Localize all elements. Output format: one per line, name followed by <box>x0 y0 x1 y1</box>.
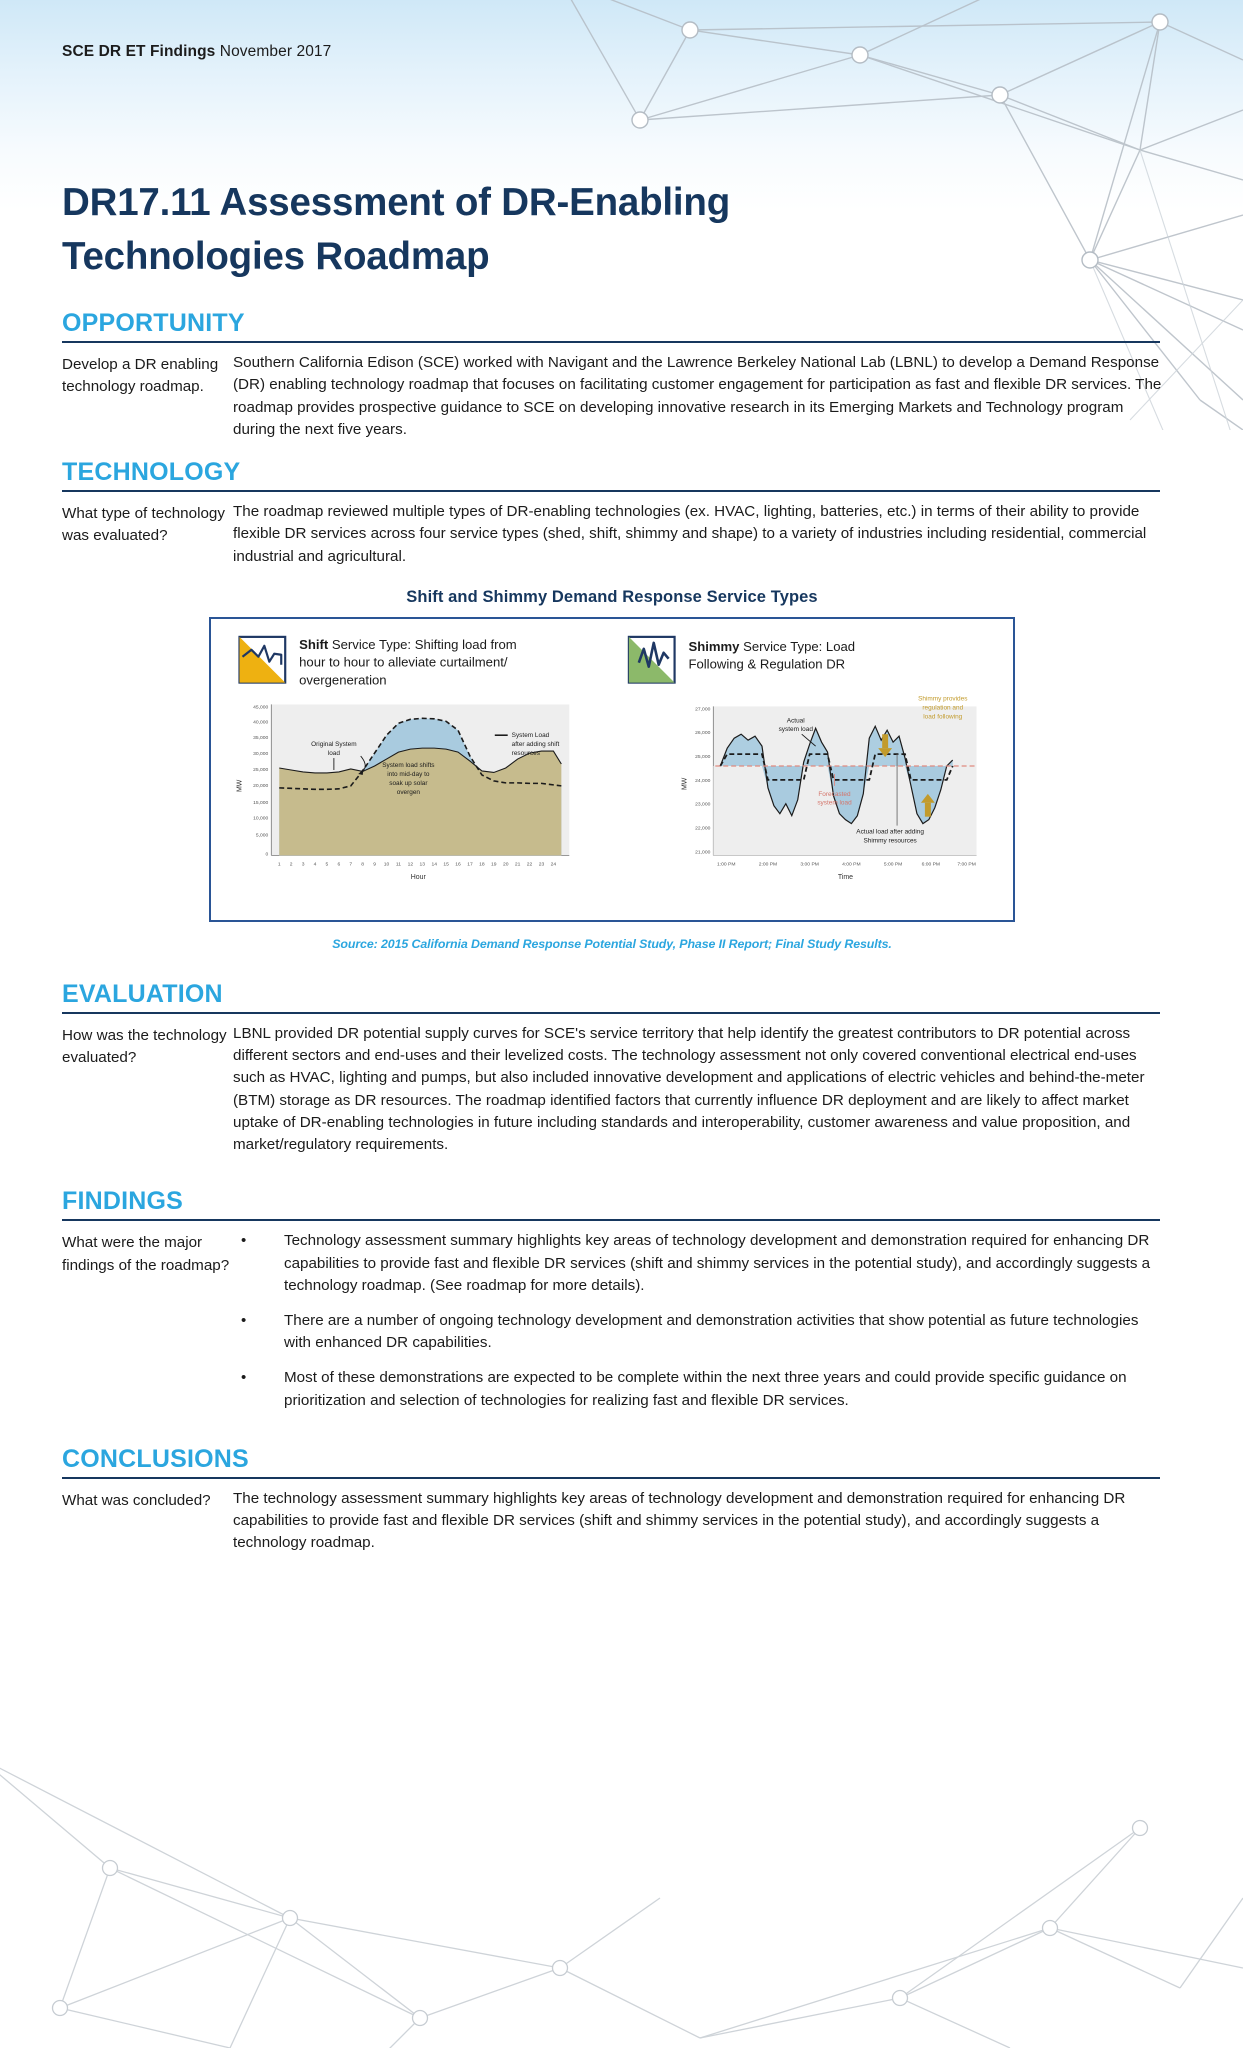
findings-question: What were the major findings of the roadmap? <box>62 1234 230 1274</box>
svg-text:27,000: 27,000 <box>695 707 711 713</box>
conclusions-question: What was concluded? <box>62 1492 211 1509</box>
section-divider <box>62 341 1160 343</box>
svg-text:8: 8 <box>361 862 365 868</box>
evaluation-question: How was the technology evaluated? <box>62 1027 227 1067</box>
shimmy-annotation-actual-2: system load <box>778 726 813 734</box>
shift-legend-line3: resources <box>511 749 540 757</box>
svg-text:20,000: 20,000 <box>253 783 269 789</box>
svg-text:3:00 PM: 3:00 PM <box>800 862 819 868</box>
findings-bullet-text: There are a number of ongoing technology development and demonstration activities that show potential as future technologies with enhanced DR capabilities. <box>284 1312 1139 1352</box>
shimmy-icon <box>629 637 675 683</box>
svg-text:7: 7 <box>349 862 353 868</box>
svg-text:9: 9 <box>373 862 376 868</box>
shift-chart <box>237 704 570 881</box>
section-row <box>62 501 1162 568</box>
bullet-icon: • <box>241 1312 247 1329</box>
svg-text:5:00 PM: 5:00 PM <box>883 862 903 868</box>
shift-legend-line1: System Load <box>511 732 550 740</box>
shift-annotation-original-2: load <box>327 749 340 757</box>
svg-text:30,000: 30,000 <box>253 751 269 757</box>
opportunity-question: Develop a DR enabling technology roadmap. <box>62 356 219 396</box>
technology-answer: The roadmap reviewed multiple types of DR-enabling technologies (ex. HVAC, lighting, batteries, etc.) in terms of their ability to provide flexible DR services across four service types (shed, shift, shimmy and shape) to a variety of industries including residential, commercial industrial and agricultural. <box>233 503 1147 565</box>
figure-frame <box>209 617 1015 922</box>
svg-text:4:00 PM: 4:00 PM <box>842 862 861 868</box>
findings-bullet-text: Most of these demonstrations are expected to be complete within the next three years and could provide specific guidance on prioritization and selection of technologies for realizing fast and flexible DR services. <box>284 1369 1127 1409</box>
section-row <box>62 1488 1162 1555</box>
svg-text:23: 23 <box>538 862 545 868</box>
shift-annotation-midday-3: soak up solar <box>389 779 428 787</box>
figure-source: Source: 2015 California Demand Response Potential Study, Phase II Report; Final Study Results. <box>332 936 892 951</box>
shimmy-annotation-adjusted-2: Shimmy resources <box>863 837 917 845</box>
shimmy-chart <box>681 695 976 881</box>
svg-text:MW: MW <box>236 779 244 792</box>
section-heading-findings: FINDINGS <box>62 1187 184 1216</box>
publication-date: November 2017 <box>219 43 332 60</box>
section-heading-evaluation: EVALUATION <box>62 979 223 1008</box>
section-findings <box>62 1188 1162 1412</box>
list-item <box>233 1310 1162 1354</box>
section-opportunity <box>62 310 1162 441</box>
svg-text:13: 13 <box>419 862 426 868</box>
section-evaluation <box>62 981 1162 1156</box>
shift-xaxis-label: Hour <box>410 874 426 882</box>
shift-heading-line2: hour to hour to alleviate curtailment/ <box>299 654 508 670</box>
svg-text:17: 17 <box>467 862 473 868</box>
svg-text:25,000: 25,000 <box>695 754 711 760</box>
section-row <box>62 352 1162 441</box>
shimmy-annotation-actual-1: Actual <box>786 717 805 725</box>
section-divider <box>62 1219 1160 1221</box>
shimmy-annotation-note-2: regulation and <box>922 704 964 712</box>
bullet-icon: • <box>241 1232 247 1250</box>
shimmy-annotation-adjusted-1: Actual load after adding <box>856 828 924 836</box>
findings-bullet-list <box>233 1230 1162 1411</box>
findings-bullet-text: Technology assessment summary highlights key areas of technology development and demonstration required for enhancing DR capabilities to provide fast and flexible DR services (shift and shimmy services in the potential study), and accordingly suggests a technology roadmap. (See roadmap for more details). <box>284 1232 1151 1294</box>
section-conclusions <box>62 1446 1162 1555</box>
svg-text:19: 19 <box>491 862 497 868</box>
shift-annotation-midday-2: into mid-day to <box>387 770 430 778</box>
shift-icon <box>240 637 286 683</box>
brand-label: SCE DR ET Findings <box>62 43 216 60</box>
svg-text:20: 20 <box>502 862 509 868</box>
conclusions-answer: The technology assessment summary highlights key areas of technology development and demonstration required for enhancing DR capabilities to provide fast and flexible DR services (shift and shimmy services in the potential study), and accordingly suggests a technology roadmap. <box>233 1490 1126 1552</box>
shimmy-annotation-note-1: Shimmy provides <box>918 695 968 703</box>
section-heading-technology: TECHNOLOGY <box>62 458 241 486</box>
shimmy-annotation-note-3: load following <box>923 713 963 721</box>
shimmy-heading-line1: Shimmy Service Type: Load <box>688 638 856 654</box>
svg-text:24: 24 <box>550 862 557 868</box>
shift-legend-line2: after adding shift <box>511 740 560 748</box>
svg-text:25,000: 25,000 <box>253 767 269 773</box>
opportunity-answer: Southern California Edison (SCE) worked with Navigant and the Lawrence Berkeley National Lab (LBNL) to develop a Demand Response (DR) enabling technology roadmap that focuses on facilitating customer engagement for participation as fast and flexible DR services. The roadmap provides prospective guidance to SCE on developing innovative research in its Emerging Markets and Technology program during the next five years. <box>233 354 1162 438</box>
svg-text:22,000: 22,000 <box>695 826 711 832</box>
svg-text:40,000: 40,000 <box>253 720 269 726</box>
svg-text:18: 18 <box>479 862 485 868</box>
section-divider <box>62 490 1160 492</box>
svg-text:5: 5 <box>325 862 329 868</box>
svg-text:2: 2 <box>289 862 293 868</box>
svg-text:10,000: 10,000 <box>253 816 269 822</box>
svg-text:3: 3 <box>301 862 305 868</box>
section-heading-opportunity: OPPORTUNITY <box>62 309 245 337</box>
svg-text:35,000: 35,000 <box>253 736 269 742</box>
section-divider <box>62 1012 1160 1014</box>
page-title: DR17.11 Assessment of DR-Enabling Technologies Roadmap <box>62 180 731 278</box>
svg-text:2:00 PM: 2:00 PM <box>758 862 778 868</box>
shift-shimmy-diagram <box>211 619 1013 915</box>
svg-text:15,000: 15,000 <box>253 800 269 806</box>
shift-annotation-original-1: Original System <box>311 740 357 748</box>
shift-heading-line1: Shift Service Type: Shifting load from <box>299 636 517 652</box>
section-divider <box>62 1477 1160 1479</box>
svg-text:MW: MW <box>681 777 689 790</box>
list-item <box>233 1367 1162 1411</box>
section-heading-conclusions: CONCLUSIONS <box>62 1444 249 1473</box>
svg-text:11: 11 <box>395 862 402 868</box>
document-body <box>62 310 1162 1555</box>
shimmy-annotation-forecast-1: Forecasted <box>818 790 851 798</box>
svg-text:15: 15 <box>443 862 449 868</box>
svg-text:14: 14 <box>431 862 437 868</box>
svg-text:24,000: 24,000 <box>695 778 711 784</box>
svg-text:5,000: 5,000 <box>255 833 269 839</box>
svg-text:23,000: 23,000 <box>695 802 711 808</box>
svg-text:6: 6 <box>337 862 341 868</box>
shift-annotation-midday-1: System load shifts <box>382 761 435 769</box>
figure-title: Shift and Shimmy Demand Response Service Types <box>406 587 818 606</box>
technology-question: What type of technology was evaluated? <box>62 505 225 545</box>
svg-text:10: 10 <box>383 862 390 868</box>
svg-text:1:00 PM: 1:00 PM <box>717 862 736 868</box>
svg-text:7:00 PM: 7:00 PM <box>957 862 976 868</box>
section-row <box>62 1230 1162 1411</box>
svg-text:21,000: 21,000 <box>695 850 711 856</box>
evaluation-answer: LBNL provided DR potential supply curves for SCE's service territory that help identify the greatest contributors to DR potential across different sectors and end-uses and their levelized costs. The technology assessment not only covered conventional electrical end-uses such as HVAC, lighting and pumps, but also included innovative development and applications of electric vehicles and behind-the-meter (BTM) storage as DR resources. The roadmap identified factors that currently influence DR deployment and are likely to affect market uptake of DR-enabling technologies in future including standards and interoperability, customer awareness and value proposition, and market/regulatory requirements. <box>233 1025 1145 1153</box>
shimmy-heading-line2: Following & Regulation DR <box>688 656 846 672</box>
svg-text:21: 21 <box>514 862 521 868</box>
shimmy-annotation-forecast-2: system load <box>817 799 852 807</box>
svg-text:12: 12 <box>407 862 414 868</box>
svg-text:6:00 PM: 6:00 PM <box>921 862 941 868</box>
svg-text:22: 22 <box>526 862 533 868</box>
bullet-icon: • <box>241 1369 247 1387</box>
svg-text:16: 16 <box>455 862 461 868</box>
shimmy-xaxis-label: Time <box>837 874 854 882</box>
shift-annotation-midday-4: overgen <box>396 788 421 796</box>
figure-shift-shimmy <box>62 588 1162 951</box>
section-technology <box>62 459 1162 951</box>
list-item <box>233 1230 1162 1297</box>
svg-text:4: 4 <box>313 862 317 868</box>
findings-answer <box>230 1230 1162 1411</box>
shift-heading-line3: overgeneration <box>299 672 387 688</box>
section-row <box>62 1023 1162 1156</box>
svg-text:1: 1 <box>277 862 281 868</box>
svg-text:26,000: 26,000 <box>695 731 711 737</box>
svg-text:45,000: 45,000 <box>253 705 269 711</box>
svg-text:0: 0 <box>265 852 269 858</box>
document-kicker <box>62 43 331 61</box>
